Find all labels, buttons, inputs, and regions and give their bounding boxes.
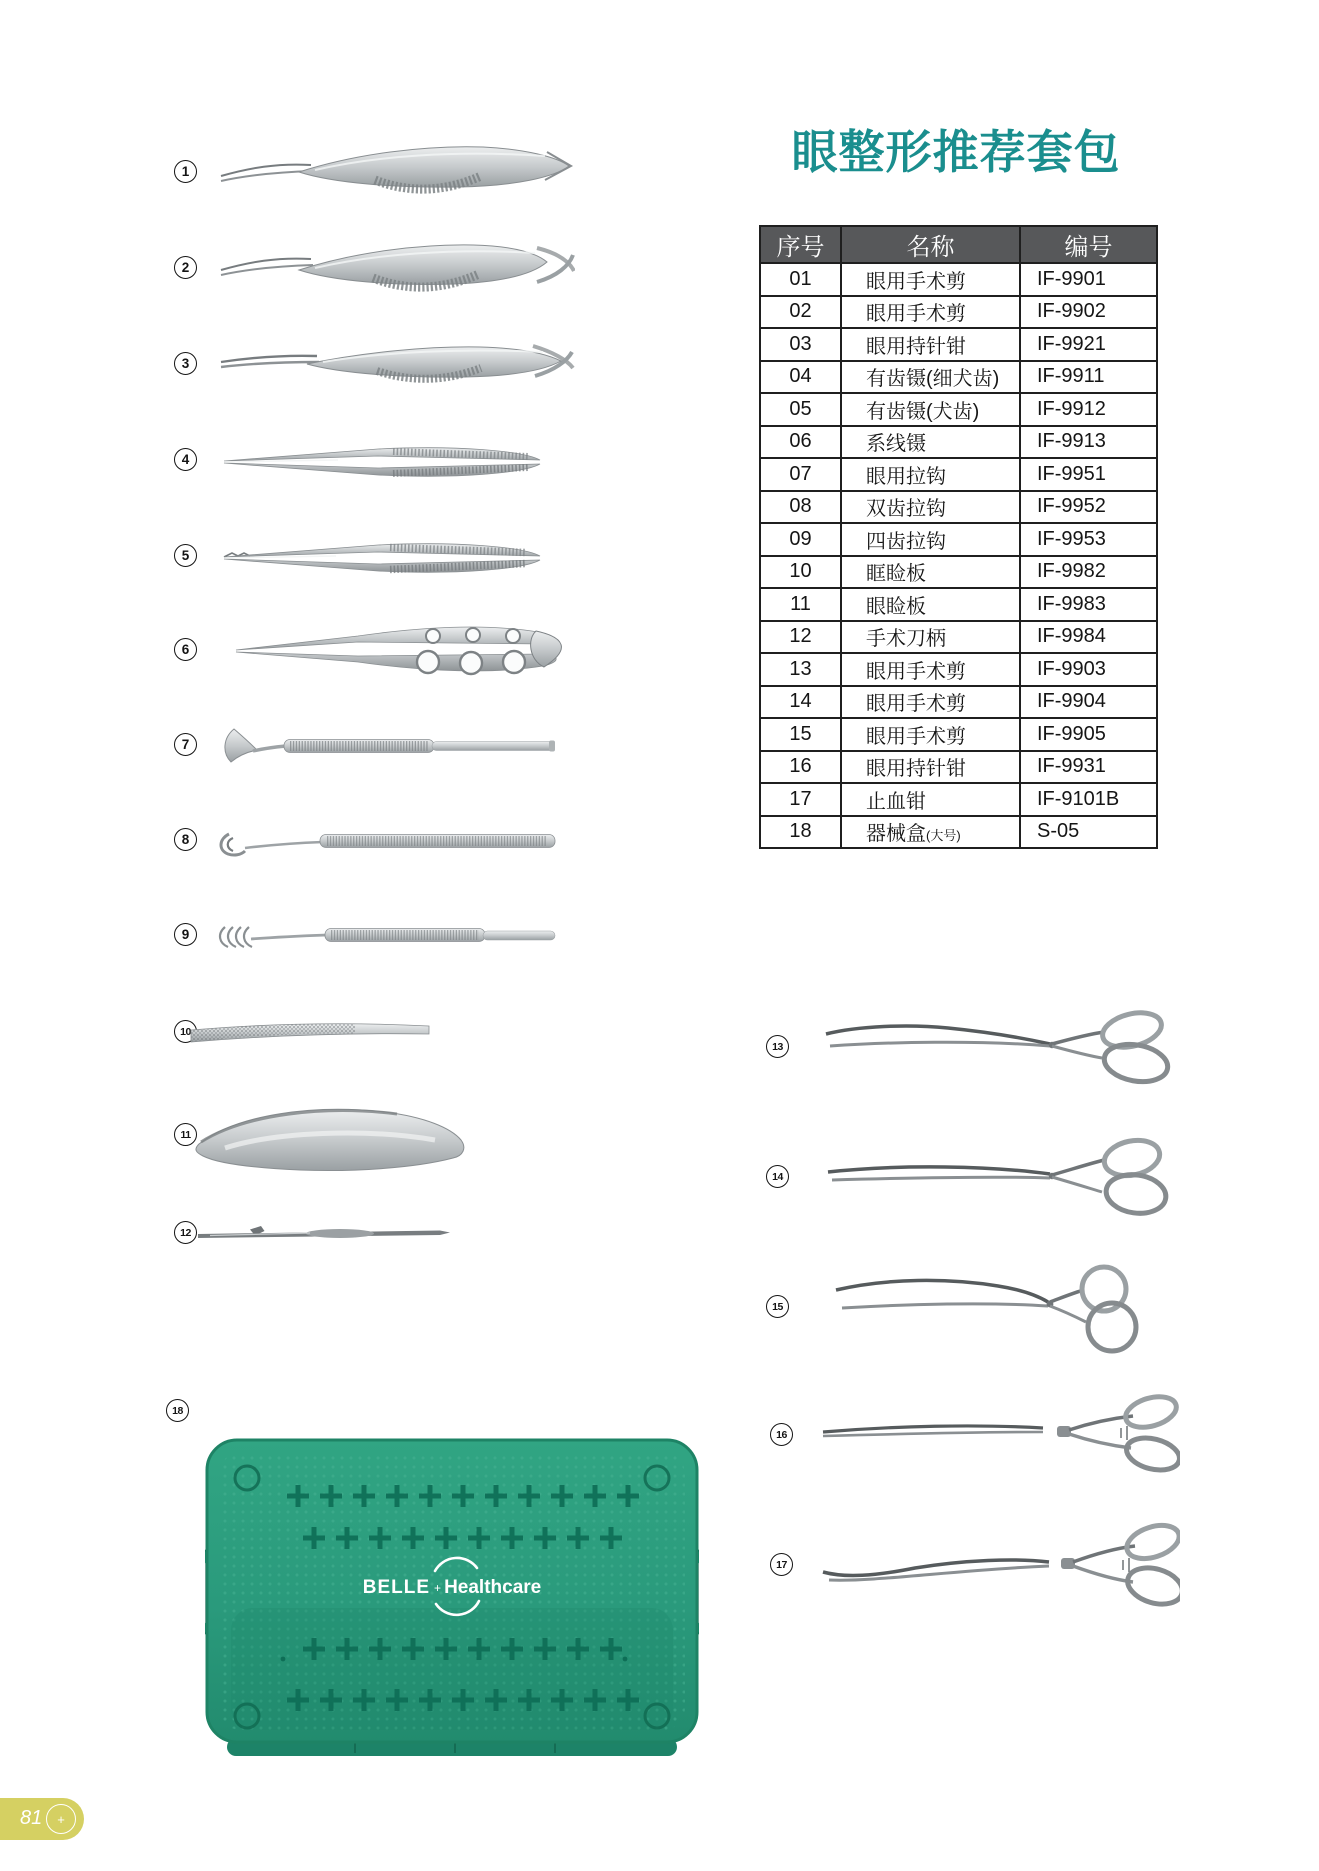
product-table (759, 225, 1158, 849)
table-row (760, 751, 1157, 784)
cell-code: IF-9904 (1020, 686, 1157, 719)
table-row (760, 523, 1157, 556)
table-row (760, 426, 1157, 459)
cell-code: IF-9901 (1020, 263, 1157, 296)
cell-code: IF-9984 (1020, 621, 1157, 654)
cell-name: 眼用持针钳 (841, 751, 1020, 784)
header-no: 序号 (760, 226, 841, 263)
cell-code: IF-9903 (1020, 653, 1157, 686)
cell-name: 有齿镊(犬齿) (841, 393, 1020, 426)
cell-code: IF-9912 (1020, 393, 1157, 426)
cell-name: 手术刀柄 (841, 621, 1020, 654)
item-label-16: 16 (770, 1423, 793, 1446)
item-label-15: 15 (766, 1295, 789, 1318)
eyelid-plate-illustration (185, 1092, 475, 1184)
cell-name: 双齿拉钩 (841, 491, 1020, 524)
curved-eye-scissors-illustration (818, 1006, 1178, 1090)
cell-code: S-05 (1020, 816, 1157, 849)
hemostatic-forceps-illustration (815, 1520, 1180, 1614)
item-label-18: 18 (166, 1399, 189, 1422)
cell-no: 17 (760, 783, 841, 816)
cell-no: 14 (760, 686, 841, 719)
item-label-17: 17 (770, 1553, 793, 1576)
cell-no: 13 (760, 653, 841, 686)
orbital-plate-illustration (185, 1010, 435, 1055)
table-row (760, 816, 1157, 849)
cell-no: 03 (760, 328, 841, 361)
item-label-14: 14 (766, 1165, 789, 1188)
cell-name: 止血钳 (841, 783, 1020, 816)
cell-no: 15 (760, 718, 841, 751)
cell-no: 02 (760, 296, 841, 329)
cell-code: IF-9921 (1020, 328, 1157, 361)
tying-forceps-illustration (228, 610, 563, 690)
cell-no: 18 (760, 816, 841, 849)
table-row (760, 491, 1157, 524)
cell-code: IF-9101B (1020, 783, 1157, 816)
page-number: 81 (20, 1807, 43, 1829)
table-row (760, 393, 1157, 426)
header-code: 编号 (1020, 226, 1157, 263)
item-label-13: 13 (766, 1035, 789, 1058)
cell-no: 10 (760, 556, 841, 589)
cell-name: 眼用持针钳 (841, 328, 1020, 361)
item-label-4: 4 (174, 448, 197, 471)
double-prong-hook-illustration (215, 812, 560, 868)
cell-name: 四齿拉钩 (841, 523, 1020, 556)
cell-code: IF-9911 (1020, 361, 1157, 394)
table-row (760, 686, 1157, 719)
cell-code: IF-9953 (1020, 523, 1157, 556)
eye-needle-holder-illustration (815, 1392, 1180, 1480)
table-row (760, 556, 1157, 589)
table-body (760, 263, 1157, 848)
cell-name: 眼用手术剪 (841, 263, 1020, 296)
cell-code: IF-9952 (1020, 491, 1157, 524)
cell-code: IF-9905 (1020, 718, 1157, 751)
cell-code: IF-9931 (1020, 751, 1157, 784)
cell-code: IF-9983 (1020, 588, 1157, 621)
cell-no: 05 (760, 393, 841, 426)
table-row (760, 328, 1157, 361)
curved-micro-scissors-illustration (215, 226, 575, 311)
cell-name: 眼用拉钩 (841, 458, 1020, 491)
item-label-2: 2 (174, 256, 197, 279)
cell-no: 04 (760, 361, 841, 394)
cell-name: 眼用手术剪 (841, 653, 1020, 686)
table-row (760, 588, 1157, 621)
cell-name: 器械盒(大号) (841, 816, 1020, 849)
cell-no: 16 (760, 751, 841, 784)
item-label-3: 3 (174, 352, 197, 375)
item-label-12: 12 (174, 1221, 197, 1244)
straight-eye-scissors-illustration (822, 1136, 1174, 1222)
fine-toothed-forceps-illustration (218, 425, 548, 495)
table-row (760, 653, 1157, 686)
page-title: 眼整形推荐套包 (791, 126, 1121, 178)
header-name: 名称 (841, 226, 1020, 263)
page-number-badge (0, 1798, 84, 1840)
cell-no: 09 (760, 523, 841, 556)
svg-text:BELLE+Healthcare: BELLE + Healthcare (362, 1577, 542, 1598)
item-label-1: 1 (174, 160, 197, 183)
plus-icon: + (46, 1804, 76, 1834)
item-label-5: 5 (174, 544, 197, 567)
item-label-10: 10 (174, 1020, 197, 1043)
cell-code: IF-9951 (1020, 458, 1157, 491)
cell-name: 有齿镊(细犬齿) (841, 361, 1020, 394)
table-row (760, 783, 1157, 816)
table-row (760, 718, 1157, 751)
four-prong-rake-illustration (215, 905, 560, 965)
cell-name: 眼用手术剪 (841, 296, 1020, 329)
cell-code: IF-9913 (1020, 426, 1157, 459)
table-row (760, 296, 1157, 329)
curved-eye-scissors-illustration (828, 1262, 1163, 1356)
cell-no: 12 (760, 621, 841, 654)
item-label-6: 6 (174, 638, 197, 661)
cell-no: 01 (760, 263, 841, 296)
item-label-11: 11 (174, 1123, 197, 1146)
cell-no: 07 (760, 458, 841, 491)
cell-no: 11 (760, 588, 841, 621)
cell-no: 06 (760, 426, 841, 459)
cell-code: IF-9982 (1020, 556, 1157, 589)
cell-name: 眶睑板 (841, 556, 1020, 589)
table-row (760, 263, 1157, 296)
scalpel-handle-illustration (190, 1212, 458, 1254)
item-label-9: 9 (174, 923, 197, 946)
micro-needle-holder-illustration (215, 322, 575, 407)
cell-name: 眼用手术剪 (841, 686, 1020, 719)
toothed-forceps-illustration (218, 520, 548, 593)
table-row (760, 458, 1157, 491)
table-row (760, 621, 1157, 654)
item-label-7: 7 (174, 733, 197, 756)
instrument-box-illustration (205, 1438, 699, 1770)
curved-micro-scissors-illustration (215, 130, 575, 215)
cell-name: 系线镊 (841, 426, 1020, 459)
table-header (760, 226, 1157, 263)
cell-name: 眼用手术剪 (841, 718, 1020, 751)
cell-name: 眼睑板 (841, 588, 1020, 621)
table-row (760, 361, 1157, 394)
eye-retractor-illustration (218, 715, 558, 775)
item-label-8: 8 (174, 828, 197, 851)
cell-code: IF-9902 (1020, 296, 1157, 329)
cell-no: 08 (760, 491, 841, 524)
